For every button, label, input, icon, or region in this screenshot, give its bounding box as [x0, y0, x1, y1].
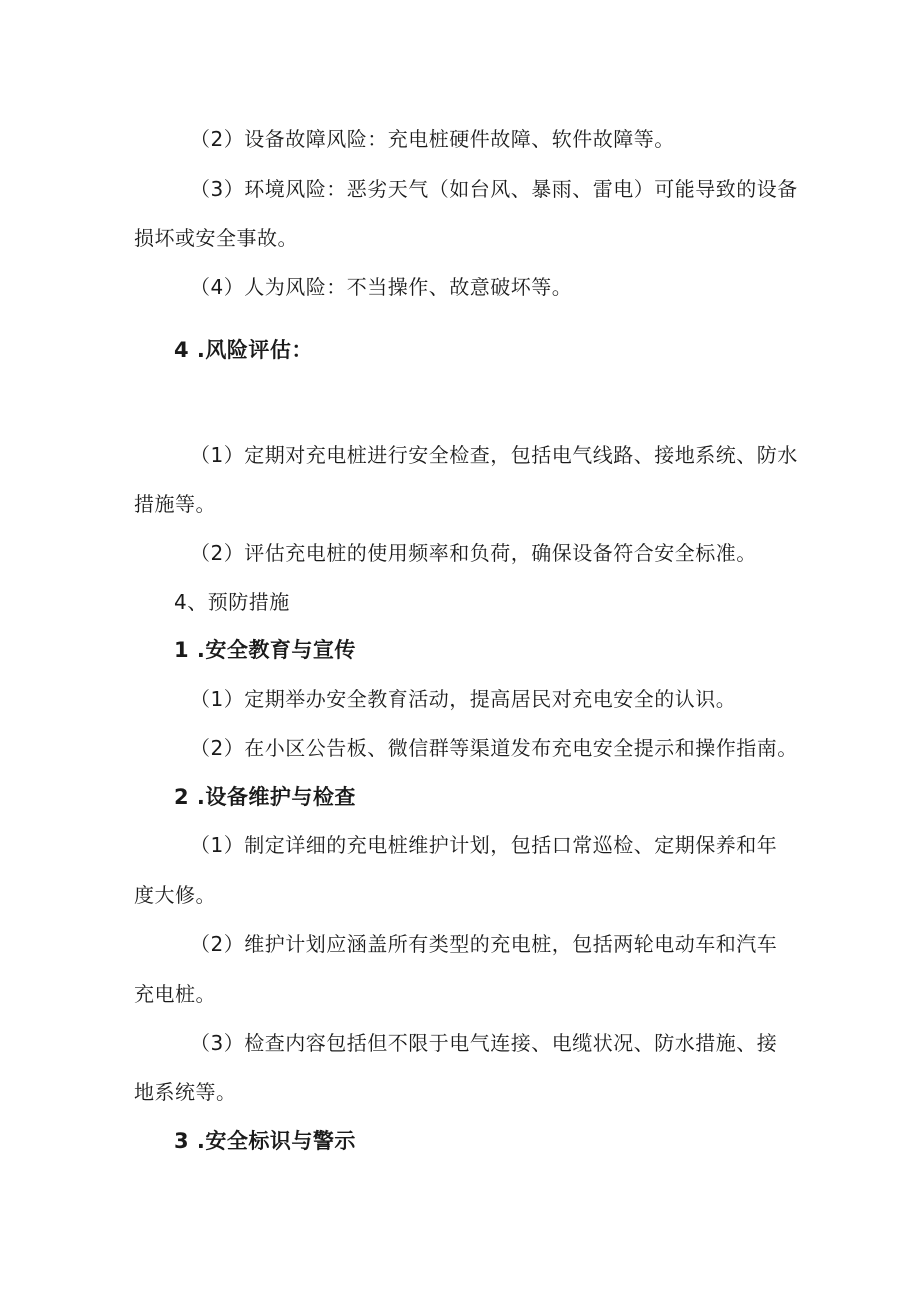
- item-maintenance-plan-cont: 度大修。: [134, 883, 216, 907]
- item-human-risk: （4）人为风险：不当操作、故意破坏等。: [190, 275, 573, 299]
- item-maintenance-plan: （1）制定详细的充电桩维护计划，包括口常巡检、定期保养和年: [190, 833, 778, 857]
- item-plan-coverage: （2）维护计划应涵盖所有类型的充电桩，包括两轮电动车和汽车: [190, 932, 778, 956]
- heading-prevention-measures: 4、预防措施: [174, 590, 290, 614]
- heading-risk-assessment: 4 .风险评估：: [174, 338, 313, 362]
- heading-safety-education: 1 .安全教育与宣传: [174, 638, 356, 662]
- item-environment-risk: （3）环境风险：恶劣天气（如台风、暴雨、雷电）可能导致的设备: [190, 177, 798, 201]
- heading-safety-signage: 3 .安全标识与警示: [174, 1129, 356, 1153]
- item-plan-coverage-cont: 充电桩。: [134, 982, 216, 1006]
- item-equipment-risk: （2）设备故障风险：充电桩硬件故障、软件故障等。: [190, 127, 675, 151]
- item-safety-inspection: （1）定期对充电桩进行安全检查，包括电气线路、接地系统、防水: [190, 443, 798, 467]
- item-inspection-content-cont: 地系统等。: [134, 1080, 237, 1104]
- item-usage-assessment: （2）评估充电桩的使用频率和负荷，确保设备符合安全标准。: [190, 541, 757, 565]
- heading-equipment-maintenance: 2 .设备维护与检查: [174, 785, 356, 809]
- item-publish-tips: （2）在小区公告板、微信群等渠道发布充电安全提示和操作指南。: [190, 736, 798, 760]
- item-inspection-content: （3）检查内容包括但不限于电气连接、电缆状况、防水措施、接: [190, 1031, 778, 1055]
- item-education-activities: （1）定期举办安全教育活动，提高居民对充电安全的认识。: [190, 687, 737, 711]
- item-environment-risk-cont: 损坏或安全事故。: [134, 226, 298, 250]
- item-safety-inspection-cont: 措施等。: [134, 492, 216, 516]
